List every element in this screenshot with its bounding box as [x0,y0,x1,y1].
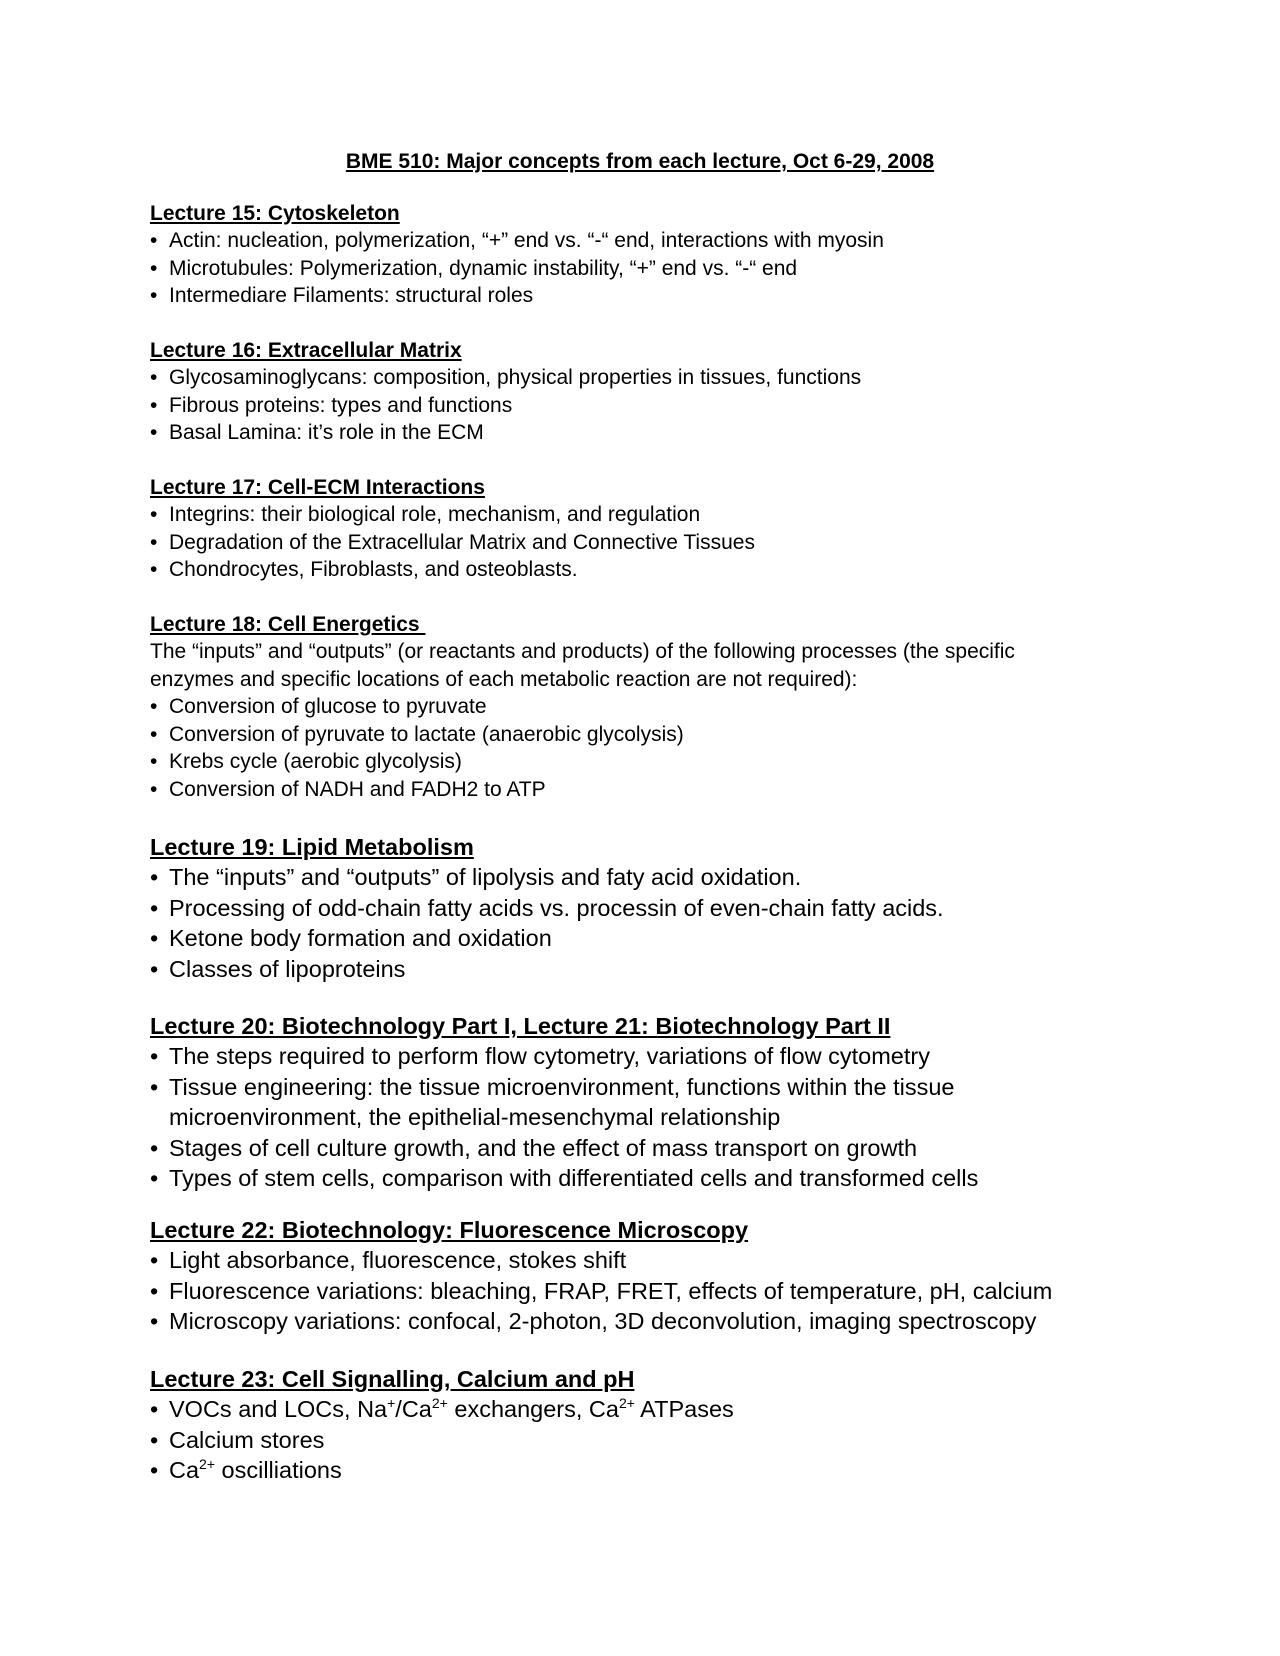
section-heading: Lecture 16: Extracellular Matrix [150,339,462,362]
list-item: • Glycosaminoglycans: composition, physical properties in tissues, functions [150,364,1150,392]
section-heading: Lecture 20: Biotechnology Part I, Lecture 21: Biotechnology Part II [150,1013,891,1039]
section-heading: Lecture 23: Cell Signalling, Calcium and pH [150,1366,635,1392]
bullet-icon: • [150,1165,159,1191]
bullet-list [150,693,1150,803]
bullet-icon: • [150,366,158,389]
list-item: • Krebs cycle (aerobic glycolysis) [150,748,1150,776]
bullet-icon: • [150,1043,159,1069]
bullet-icon: • [150,925,159,951]
list-item: • Microscopy variations: confocal, 2-photon, 3D deconvolution, imaging spectroscopy [150,1306,1150,1337]
section-lecture-22 [150,1215,1150,1337]
document-title: BME 510: Major concepts from each lecture, Oct 6-29, 2008 [345,150,935,173]
bullet-icon: • [150,284,158,307]
list-item: • Ketone body formation and oxidation [150,923,1150,954]
bullet-icon: • [150,955,159,982]
bullet-icon: • [150,1426,159,1453]
bullet-icon: • [150,1134,159,1161]
bullet-icon: • [150,864,159,890]
section-lecture-23 [150,1364,1150,1486]
section-lecture-17 [150,474,1150,584]
bullet-icon: • [150,722,158,746]
bullet-icon: • [150,695,158,718]
section-lecture-15 [150,200,1150,310]
list-item: • Microtubules: Polymerization, dynamic instability, “+” end vs. “-“ end [150,255,1150,283]
list-item: • Types of stem cells, comparison with differentiated cells and transformed cells [150,1163,1150,1194]
list-item: • Degradation of the Extracellular Matrix and Connective Tissues [150,529,1150,557]
list-item: • Basal Lamina: it’s role in the ECM [150,419,1150,447]
bullet-icon: • [150,229,158,252]
bullet-icon: • [150,894,159,921]
list-item: • $Ca^{2+}$ oscilliations [150,1455,1150,1486]
bullet-icon: • [150,1073,159,1100]
section-heading: Lecture 17: Cell-ECM Interactions [150,476,485,499]
section-intro: The “inputs” and “outputs” (or reactants and products) of the following processes (the specific enzymes and specific locations of each metabolic reaction are not required): [150,640,1015,691]
bullet-icon: • [150,558,158,581]
list-item: • Stages of cell culture growth, and the effect of mass transport on growth [150,1133,1150,1164]
bullet-icon: • [150,1457,159,1483]
section-lecture-19 [150,832,1150,984]
bullet-list [150,1394,1150,1486]
list-item: • Classes of lipoproteins [150,954,1150,985]
list-item: • The steps required to perform flow cytometry, variations of flow cytometry [150,1041,1150,1072]
bullet-icon: • [150,393,158,417]
bullet-list [150,364,1150,447]
section-heading: Lecture 19: Lipid Metabolism [150,834,474,860]
bullet-list [150,1041,1150,1194]
bullet-icon: • [150,777,158,801]
bullet-icon: • [150,421,158,444]
list-item: • Conversion of pyruvate to lactate (anaerobic glycolysis) [150,721,1150,749]
bullet-icon: • [150,256,158,280]
list-item: • VOCs and LOCs, $Na^+/Ca^{2+}$ exchangers, $Ca^{2+}$ ATPases [150,1394,1150,1425]
section-lecture-18 [150,611,1150,803]
bullet-icon: • [150,530,158,554]
bullet-icon: • [150,1247,159,1273]
list-item: • Processing of odd-chain fatty acids vs. processin of even-chain fatty acids. [150,893,1150,924]
bullet-list [150,227,1150,310]
bullet-icon: • [150,1308,159,1334]
list-item: • Tissue engineering: the tissue microenvironment, functions within the tissue microenvironment, the epithelial-mesenchymal relationship [150,1073,955,1130]
section-lecture-20-21 [150,1011,1150,1194]
list-item: • Conversion of glucose to pyruvate [150,693,1150,721]
list-item: • Calcium stores [150,1425,1150,1456]
list-item: • Fibrous proteins: types and functions [150,392,1150,420]
bullet-list [150,1245,1150,1337]
bullet-list [150,501,1150,584]
list-item: • The “inputs” and “outputs” of lipolysis and faty acid oxidation. [150,862,1150,893]
list-item: • Actin: nucleation, polymerization, “+” end vs. “-“ end, interactions with myosin [150,227,1150,255]
section-lecture-16 [150,337,1150,447]
list-item: • Integrins: their biological role, mechanism, and regulation [150,501,1150,529]
list-item: • Chondrocytes, Fibroblasts, and osteoblasts. [150,556,1150,584]
list-item: • Light absorbance, fluorescence, stokes shift [150,1245,1150,1276]
list-item: • Intermediare Filaments: structural roles [150,282,1150,310]
bullet-list [150,862,1150,984]
bullet-icon: • [150,1396,159,1422]
bullet-icon: • [150,750,158,773]
bullet-icon: • [150,1277,159,1304]
list-item: • Conversion of NADH and FADH2 to ATP [150,776,1150,804]
section-heading: Lecture 18: Cell Energetics [150,613,426,636]
section-heading: Lecture 22: Biotechnology: Fluorescence Microscopy [150,1217,749,1243]
section-heading: Lecture 15: Cytoskeleton [150,202,400,225]
list-item: • Fluorescence variations: bleaching, FRAP, FRET, effects of temperature, pH, calcium [150,1276,1150,1307]
bullet-icon: • [150,503,158,526]
